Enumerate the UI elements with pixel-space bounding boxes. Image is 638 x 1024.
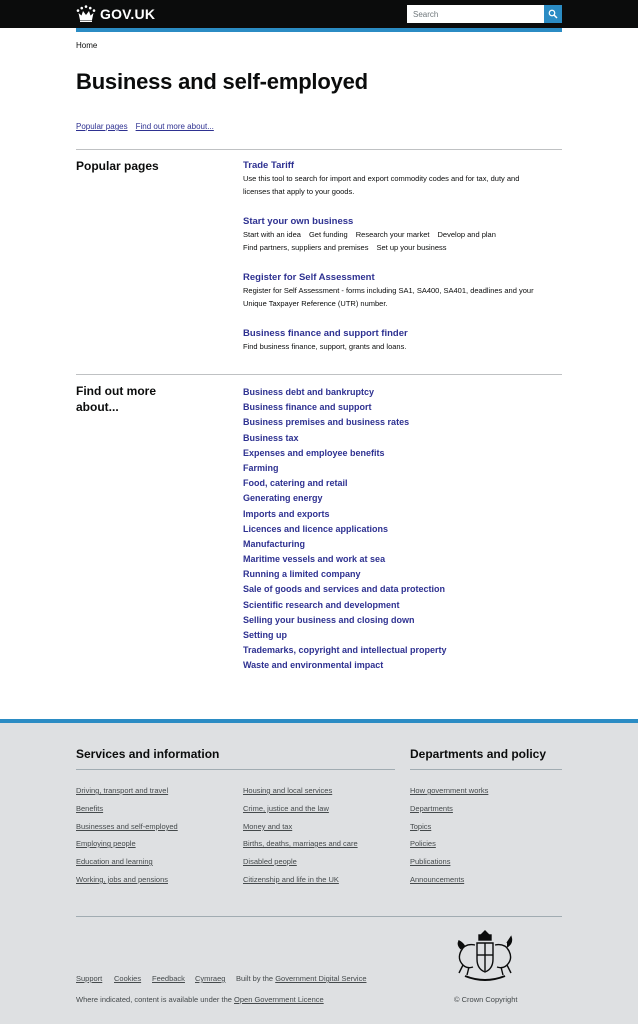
- topic-link[interactable]: Selling your business and closing down: [243, 614, 415, 625]
- popular-item-trade-tariff: [243, 160, 562, 198]
- footer-divider: [76, 769, 395, 770]
- topic-link[interactable]: Scientific research and development: [243, 599, 400, 610]
- built-by-text: [236, 974, 367, 983]
- topic-link[interactable]: Manufacturing: [243, 538, 305, 549]
- footer-link[interactable]: Disabled people: [243, 857, 297, 866]
- topic-link[interactable]: Licences and licence applications: [243, 523, 389, 534]
- topic-link[interactable]: Business tax: [243, 432, 299, 443]
- site-header: [0, 0, 638, 28]
- topic-link[interactable]: Business finance and support: [243, 402, 372, 413]
- crown-icon: [76, 5, 96, 22]
- footer-link[interactable]: Working, jobs and pensions: [76, 875, 168, 884]
- footer-link[interactable]: Businesses and self-employed: [76, 822, 178, 831]
- site-footer: [0, 719, 638, 1024]
- footer-link[interactable]: Education and learning: [76, 857, 153, 866]
- divider: [76, 374, 562, 375]
- footer-link[interactable]: Citizenship and life in the UK: [243, 875, 339, 884]
- footer-meta-feedback[interactable]: Feedback: [152, 974, 185, 983]
- built-by-prefix: Built by the: [236, 974, 274, 983]
- popular-item-sublinks: [243, 229, 543, 254]
- sublink[interactable]: Research your market: [355, 230, 430, 239]
- topic-link[interactable]: Sale of goods and services and data protection: [243, 584, 446, 595]
- popular-item-title[interactable]: Start your own business: [243, 216, 354, 227]
- footer-link[interactable]: How government works: [410, 786, 489, 795]
- footer-meta-cookies[interactable]: Cookies: [114, 974, 142, 983]
- popular-item-description: Find business finance, support, grants and loans.: [243, 342, 407, 351]
- govuk-logo-link[interactable]: [76, 5, 155, 22]
- popular-item-description: Use this tool to search for import and export commodity codes and for tax, duty and licenses that apply to your goods.: [243, 174, 520, 196]
- topic-link[interactable]: Setting up: [243, 630, 287, 640]
- popular-item-description: Register for Self Assessment - forms including SA1, SA400, SA401, deadlines and your Unique Taxpayer Reference (UTR) number.: [243, 286, 534, 308]
- footer-link[interactable]: Money and tax: [243, 822, 293, 831]
- licence-prefix: Where indicated, content is available under the: [76, 995, 232, 1004]
- footer-link[interactable]: Benefits: [76, 804, 104, 813]
- footer-link[interactable]: Policies: [410, 839, 436, 848]
- popular-item-start-business: [243, 216, 562, 254]
- breadcrumb-home[interactable]: Home: [76, 41, 98, 50]
- page-title: Business and self-employed: [76, 69, 368, 94]
- topic-link[interactable]: Waste and environmental impact: [243, 660, 384, 671]
- footer-divider: [76, 916, 562, 917]
- topic-link[interactable]: Farming: [243, 462, 279, 473]
- popular-item-title[interactable]: Register for Self Assessment: [243, 272, 375, 283]
- licence-text: [76, 995, 324, 1004]
- gds-link[interactable]: Government Digital Service: [275, 974, 367, 983]
- topic-list: [243, 386, 447, 675]
- popular-item-title[interactable]: Business finance and support finder: [243, 328, 408, 339]
- topic-link[interactable]: Maritime vessels and work at sea: [243, 554, 386, 565]
- services-heading: Services and information: [76, 747, 220, 761]
- search-input[interactable]: Search: [407, 5, 544, 23]
- search-button[interactable]: [544, 5, 562, 23]
- sublink[interactable]: Get funding: [308, 230, 348, 239]
- logo-text: GOV.UK: [100, 5, 156, 22]
- topic-link[interactable]: Imports and exports: [243, 508, 330, 519]
- anchor-popular-pages[interactable]: Popular pages: [76, 122, 128, 131]
- crown-copyright-link[interactable]: © Crown Copyright: [454, 995, 518, 1004]
- find-out-more-heading: Find out more about...: [76, 384, 156, 414]
- footer-link[interactable]: Announcements: [410, 875, 465, 884]
- sublink[interactable]: Find partners, suppliers and premises: [243, 242, 369, 252]
- sublink[interactable]: Develop and plan: [437, 230, 496, 239]
- sublink[interactable]: Set up your business: [376, 242, 447, 252]
- page-anchor-links: [76, 122, 214, 131]
- ogl-link[interactable]: Open Government Licence: [234, 995, 324, 1004]
- footer-link[interactable]: Births, deaths, marriages and care: [243, 839, 358, 848]
- footer-link[interactable]: Housing and local services: [243, 786, 333, 795]
- footer-link[interactable]: Crime, justice and the law: [243, 804, 329, 813]
- footer-divider: [410, 769, 562, 770]
- footer-link[interactable]: Employing people: [76, 839, 136, 848]
- search-icon: [548, 9, 558, 19]
- popular-pages-heading: Popular pages: [76, 159, 159, 173]
- departments-heading: Departments and policy: [410, 747, 547, 761]
- topic-link[interactable]: Food, catering and retail: [243, 478, 348, 489]
- popular-item-title[interactable]: Trade Tariff: [243, 160, 295, 171]
- divider: [76, 149, 562, 150]
- footer-meta-cymraeg[interactable]: Cymraeg: [195, 974, 226, 983]
- royal-coat-of-arms-icon: [453, 929, 517, 983]
- sublink[interactable]: Start with an idea: [243, 230, 301, 239]
- topic-link[interactable]: Business debt and bankruptcy: [243, 387, 375, 397]
- topic-link[interactable]: Expenses and employee benefits: [243, 447, 385, 458]
- footer-link[interactable]: Publications: [410, 857, 451, 866]
- anchor-find-out-more[interactable]: Find out more about...: [135, 122, 214, 131]
- footer-meta-support[interactable]: Support: [76, 974, 103, 983]
- popular-item-self-assessment: [243, 272, 562, 310]
- topic-link[interactable]: Trademarks, copyright and intellectual property: [243, 645, 447, 656]
- footer-link[interactable]: Topics: [410, 822, 432, 831]
- popular-item-finance-finder: [243, 328, 562, 354]
- header-accent-bar: [76, 28, 562, 32]
- topic-link[interactable]: Business premises and business rates: [243, 417, 410, 428]
- topic-link[interactable]: Generating energy: [243, 493, 323, 504]
- footer-link[interactable]: Driving, transport and travel: [76, 786, 169, 795]
- footer-link[interactable]: Departments: [410, 804, 453, 813]
- topic-link[interactable]: Running a limited company: [243, 569, 361, 580]
